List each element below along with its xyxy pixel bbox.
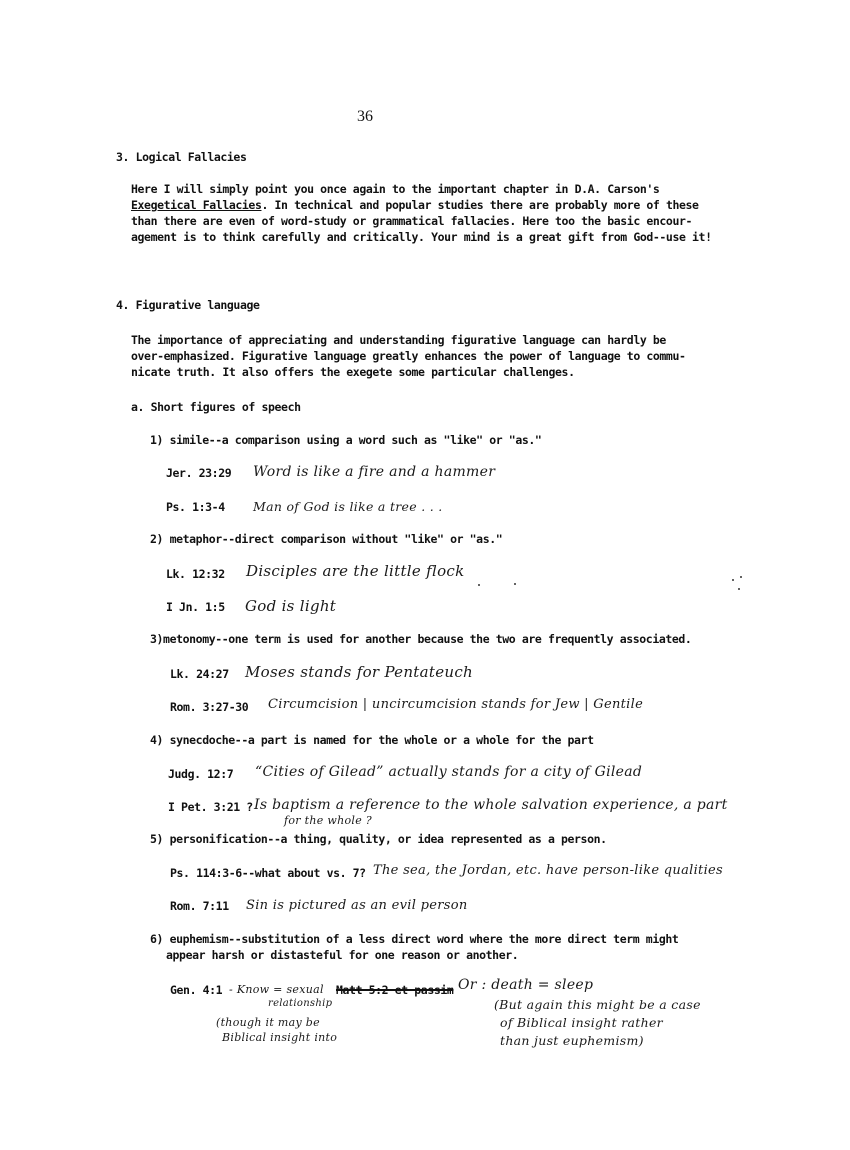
personification-ex1-ref: Ps. 114:3-6--what about vs. 7? [170,866,366,880]
page-number: 36 [357,108,373,125]
speck [738,588,740,590]
metaphor-ex1-ref: Lk. 12:32 [166,567,225,581]
euphemism-ex1-note-cont: relationship [268,998,333,1009]
simile-ex1-ref: Jer. 23:29 [166,466,232,480]
speck [740,576,742,578]
figurative-line-2: over-emphasized. Figurative language greatly enhances the power of language to commu- [131,349,686,363]
synecdoche-title: 4) synecdoche--a part is named for the whole or a whole for the part [150,733,594,747]
book-title-exegetical-fallacies: Exegetical Fallacies [131,198,262,212]
speck [514,583,516,585]
simile-ex2-note: Man of God is like a tree . . . [253,499,443,514]
metaphor-ex1-note: Disciples are the little flock [246,562,465,580]
euphemism-aside-2: Biblical insight into [222,1031,338,1044]
metonymy-ex1-ref: Lk. 24:27 [170,667,229,681]
simile-title: 1) simile--a comparison using a word such as "like" or "as." [150,433,542,447]
logical-line-3: than there are even of word-study or grammatical fallacies. Here too the basic encour- [131,214,693,228]
logical-line-4: agement is to think carefully and critically. Your mind is a great gift from God--use it! [131,230,712,244]
simile-ex2-ref: Ps. 1:3-4 [166,500,225,514]
metonymy-ex2-ref: Rom. 3:27-30 [170,700,249,714]
logical-line-1: Here I will simply point you once again to the important chapter in D.A. Carson's [131,182,660,196]
personification-ex1-note: The sea, the Jordan, etc. have person-like qualities [373,863,724,878]
figurative-line-3: nicate truth. It also offers the exegete some particular challenges. [131,365,575,379]
speck [732,579,734,581]
euphemism-paren-2: of Biblical insight rather [500,1015,663,1030]
speck [478,584,480,586]
metaphor-title: 2) metaphor--direct comparison without "like" or "as." [150,532,503,546]
metonymy-ex2-note: Circumcision | uncircumcision stands for Jew | Gentile [268,697,644,712]
euphemism-or-note: Or : death = sleep [458,977,594,993]
synecdoche-ex2-note: Is baptism a reference to the whole salvation experience, a part [254,797,728,813]
metonymy-ex1-note: Moses stands for Pentateuch [245,663,474,681]
heading-logical-fallacies: 3. Logical Fallacies [116,150,247,164]
metaphor-ex2-ref: I Jn. 1:5 [166,600,225,614]
metaphor-ex2-note: God is light [245,597,337,615]
synecdoche-ex2-ref: I Pet. 3:21 ? [168,800,253,814]
synecdoche-ex2-note-cont: for the whole ? [284,814,373,827]
logical-line-2: Exegetical Fallacies. In technical and popular studies there are probably more of these [131,198,699,212]
euphemism-aside-1: (though it may be [216,1016,320,1029]
synecdoche-ex1-note: “Cities of Gilead” actually stands for a city of Gilead [255,764,643,780]
simile-ex1-note: Word is like a fire and a hammer [253,464,496,480]
euphemism-title-2: appear harsh or distasteful for one reason or another. [166,948,519,962]
heading-figurative-language: 4. Figurative language [116,298,260,312]
euphemism-ex1-ref: Gen. 4:1 [170,983,223,997]
synecdoche-ex1-ref: Judg. 12:7 [168,767,234,781]
personification-ex2-ref: Rom. 7:11 [170,899,229,913]
euphemism-title-1: 6) euphemism--substitution of a less direct word where the more direct term might [150,932,679,946]
struck-reference: Matt 5:2 et passim [336,983,454,997]
personification-title: 5) personification--a thing, quality, or idea represented as a person. [150,832,607,846]
euphemism-ex1-note: - Know = sexual [229,983,324,996]
personification-ex2-note: Sin is pictured as an evil person [246,898,468,913]
euphemism-paren-1: (But again this might be a case [494,997,701,1012]
euphemism-paren-3: than just euphemism) [500,1033,644,1048]
metonymy-title: 3)metonomy--one term is used for another because the two are frequently associated. [150,632,692,646]
figurative-line-1: The importance of appreciating and understanding figurative language can hardly be [131,333,666,347]
subheading-short-figures: a. Short figures of speech [131,400,301,414]
